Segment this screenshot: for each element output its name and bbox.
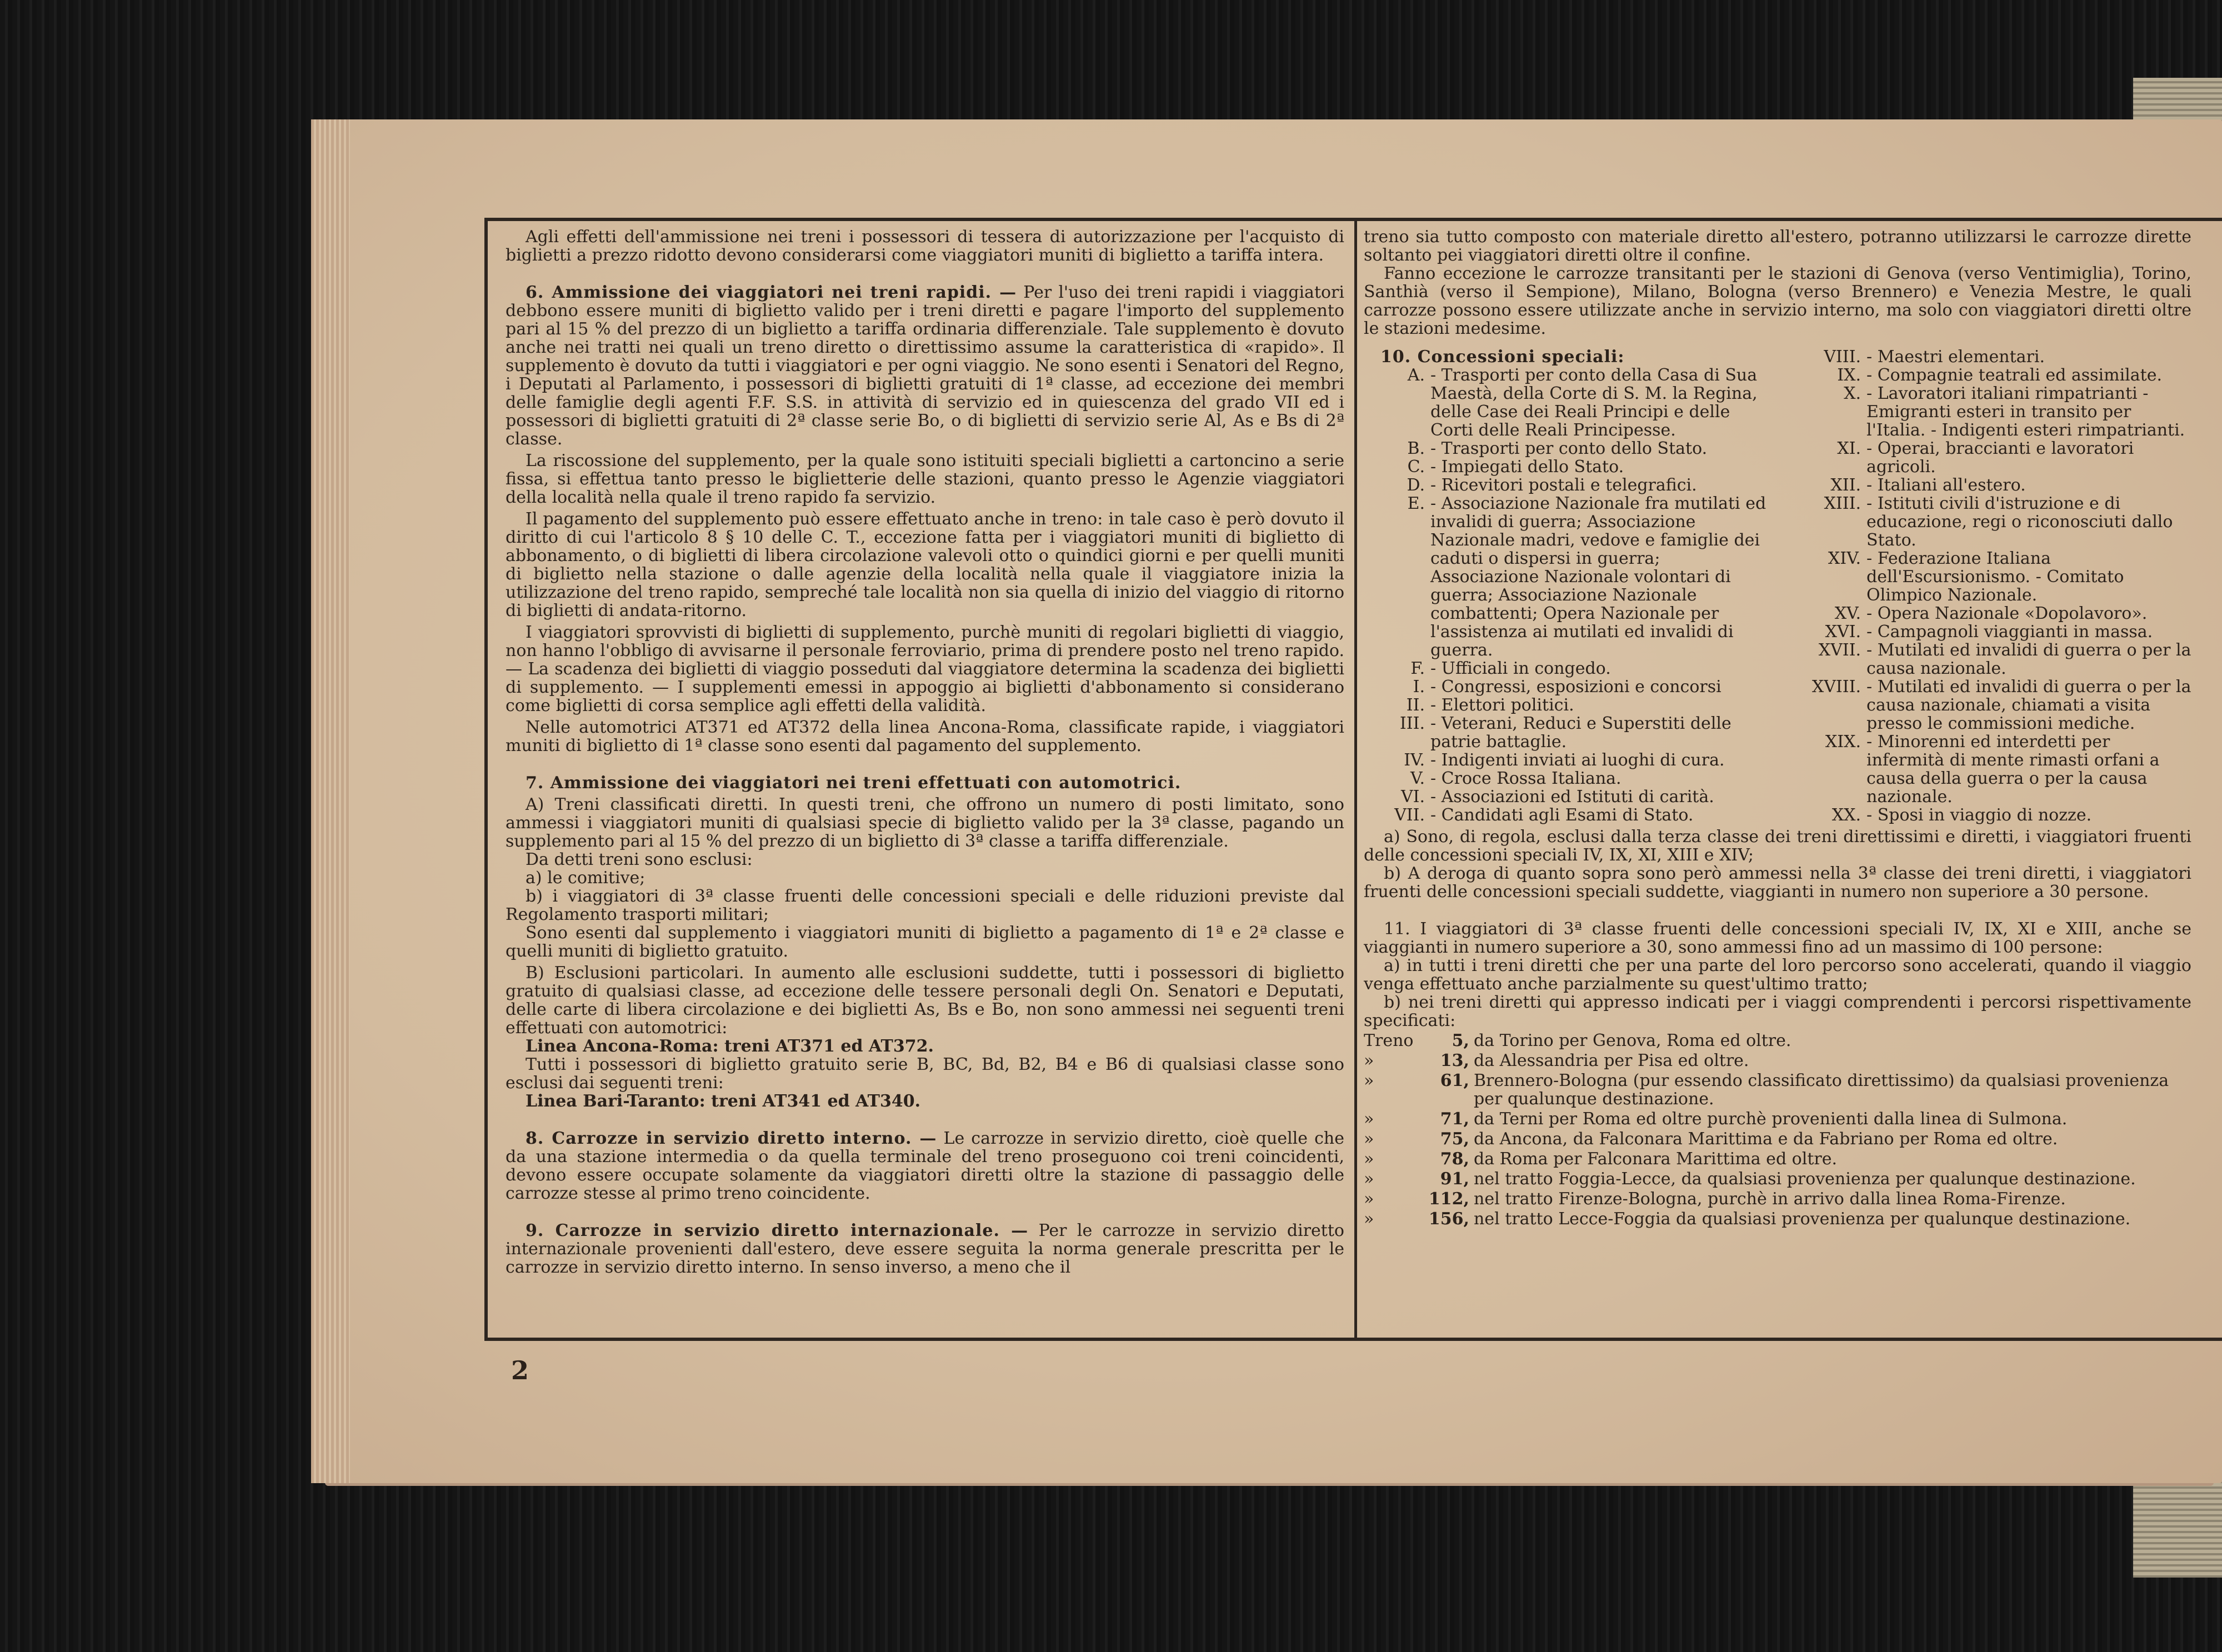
train-row [1364, 1210, 2191, 1228]
column-divider [1354, 221, 1357, 1338]
concession-text: - Mutilati ed invalidi di guerra o per la causa nazionale, chiamati a visita presso le commissioni mediche. [1866, 677, 2191, 733]
concession-item [1778, 494, 2191, 549]
section-8-title: 8. Carrozze in servizio diretto interno. — [526, 1129, 937, 1148]
exception-paragraph: Fanno eccezione le carrozze transitanti per le stazioni di Genova (verso Ventimiglia), Torino, Santhià (verso il Sempione), Milano, Bologna (verso Brennero) e Venezia Mestre, le quali carrozze possono essere utilizzate anche in servizio interno, ma solo con viaggiatori diretti oltre le stazioni medesime. [1364, 264, 2191, 338]
section-7-b1: b) i viaggiatori di 3ª classe fruenti delle concessioni speciali e delle riduzioni previste dal Regolamento trasporti militari; [506, 887, 1344, 924]
train-row [1364, 1150, 2191, 1168]
concession-text: - Campagnoli viaggianti in massa. [1866, 622, 2153, 642]
section-10-title: 10. Concessioni speciali: [1380, 347, 1625, 367]
train-number: 156, [1428, 1209, 1469, 1229]
page-number: 2 [511, 1355, 529, 1385]
train-lead: » [1364, 1051, 1374, 1070]
concession-text: - Congressi, esposizioni e concorsi [1430, 677, 1721, 697]
concession-item [1364, 476, 1772, 494]
concession-item [1364, 439, 1772, 458]
concession-item [1778, 806, 2191, 824]
concession-number: XVI. [1825, 622, 1861, 642]
concession-text: - Mutilati ed invalidi di guerra o per la causa nazionale. [1866, 640, 2191, 678]
train-route: Brennero-Bologna (pur essendo classificato direttissimo) da qualsiasi provenienza per qualunque destinazione. [1474, 1071, 2169, 1109]
concession-number: C. [1407, 457, 1425, 477]
train-route: da Terni per Roma ed oltre purchè provenienti dalla linea di Sulmona. [1474, 1109, 2068, 1129]
concessions-right [1778, 348, 2191, 824]
train-row [1364, 1190, 2191, 1208]
concession-text: - Candidati agli Esami di Stato. [1430, 805, 1694, 825]
concession-item [1778, 348, 2191, 366]
section-9-title: 9. Carrozze in servizio diretto internazionale. — [526, 1221, 1029, 1240]
section-7-tutti: Tutti i possessori di biglietto gratuito serie B, BC, Bd, B2, B4 e B6 di qualsiasi classe sono esclusi dai seguenti treni: [506, 1055, 1344, 1093]
concession-number: A. [1407, 366, 1425, 385]
concession-number: XII. [1830, 475, 1861, 495]
train-lead: » [1364, 1149, 1374, 1169]
concession-item [1778, 549, 2191, 604]
concession-text: - Associazione Nazionale fra mutilati ed invalidi di guerra; Associazione Nazionale madri, vedove e famiglie dei caduti o dispersi in guerra; Associazione Nazionale volontari di guerra; Associazione Nazionale combattenti; Opera Nazionale per l'assistenza ai mutilati ed invalidi di guerra. [1430, 494, 1766, 660]
section-8-body: Le carrozze in servizio diretto, cioè quelle che da una stazione intermedia o da quella terminale del treno proseguono coi treni coincidenti, devono essere occupate solamente da viaggiatori diretti oltre la stazione di passaggio delle carrozze stesse al primo treno coincidente. [506, 1129, 1344, 1203]
concession-item [1364, 494, 1772, 659]
concession-item [1778, 439, 2191, 476]
concession-text: - Veterani, Reduci e Superstiti delle patrie battaglie. [1430, 714, 1731, 752]
concession-item [1364, 714, 1772, 751]
concession-item [1364, 659, 1772, 678]
concession-text: - Istituti civili d'istruzione e di educazione, regi o riconosciuti dallo Stato. [1866, 494, 2173, 550]
concession-number: B. [1407, 439, 1425, 458]
train-number: 91, [1440, 1169, 1469, 1189]
section-11-a: a) in tutti i treni diretti che per una parte del loro percorso sono accelerati, quando il viaggio venga effettuato anche parzialmente su quest'ultimo tratto; [1364, 956, 2191, 994]
concession-text: - Operai, braccianti e lavoratori agricoli. [1866, 439, 2134, 477]
concessions-left [1364, 348, 1772, 824]
concession-number: XIX. [1825, 732, 1861, 752]
section-7-linea2: Linea Bari-Taranto: treni AT341 ed AT340. [526, 1092, 921, 1111]
concession-number: XI. [1837, 439, 1861, 458]
concession-item [1778, 678, 2191, 733]
concession-text: - Maestri elementari. [1866, 347, 2045, 367]
section-7-title: 7. Ammissione dei viaggiatori nei treni effettuati con automotrici. [526, 773, 1182, 793]
train-route: da Ancona, da Falconara Marittima e da Fabriano per Roma ed oltre. [1474, 1129, 2058, 1149]
section-7-a: A) Treni classificati diretti. In questi treni, che offrono un numero di posti limitato, sono ammessi i viaggiatori muniti di qualsiasi specie di biglietto valido per la 3ª classe, pagando un supplemento pari al 15 % del prezzo di un biglietto di 3ª classe a tariffa differenziale. [506, 795, 1344, 851]
concession-number: VI. [1400, 787, 1425, 807]
concession-item [1364, 788, 1772, 806]
concession-number: XVII. [1818, 640, 1861, 660]
train-row [1364, 1110, 2191, 1128]
concession-text: - Croce Rossa Italiana. [1430, 769, 1622, 788]
train-row [1364, 1032, 2191, 1050]
train-lead: Treno [1364, 1031, 1414, 1050]
train-list [1364, 1032, 2191, 1228]
train-route: nel tratto Firenze-Bologna, purchè in arrivo dalla linea Roma-Firenze. [1474, 1189, 2066, 1209]
concession-item [1778, 623, 2191, 641]
concession-number: VIII. [1824, 347, 1861, 367]
concession-text: - Compagnie teatrali ed assimilate. [1866, 366, 2163, 385]
concession-item [1778, 476, 2191, 494]
section-10-b: b) A deroga di quanto sopra sono però ammessi nella 3ª classe dei treni diretti, i viaggiatori fruenti delle concessioni speciali suddette, viaggianti in numero non superiore a 30 persone. [1364, 864, 2191, 902]
concession-item [1364, 366, 1772, 439]
concessions-right-list [1778, 348, 2191, 824]
concession-text: - Federazione Italiana dell'Escursionismo. - Comitato Olimpico Nazionale. [1866, 549, 2124, 605]
concession-text: - Lavoratori italiani rimpatrianti - Emigranti esteri in transito per l'Italia. - Indigenti esteri rimpatrianti. [1866, 384, 2185, 440]
train-route: da Roma per Falconara Marittima ed oltre. [1474, 1149, 1838, 1169]
train-row [1364, 1072, 2191, 1108]
train-route: da Alessandria per Pisa ed oltre. [1474, 1051, 1749, 1070]
concession-text: - Ufficiali in congedo. [1430, 659, 1611, 678]
concession-number: III. [1399, 714, 1425, 733]
section-6-p2: La riscossione del supplemento, per la quale sono istituiti speciali biglietti a cartoncino a serie fissa, si effettua tanto presso le biglietterie delle stazioni, quanto presso le Agenzie viaggiatori della località nella quale il treno rapido fa servizio. [506, 451, 1344, 507]
concession-number: X. [1844, 384, 1861, 403]
section-7-b: B) Esclusioni particolari. In aumento alle esclusioni suddette, tutti i possessori di biglietto gratuito di qualsiasi classe, ad eccezione delle tessere personali degli On. Senatori e Deputati, delle carte di libera circolazione e dei biglietti As, Bs e Bo, non sono ammessi nei seguenti treni effettuati con automotrici: [506, 963, 1344, 1038]
train-lead: » [1364, 1129, 1374, 1149]
train-lead: » [1364, 1209, 1374, 1229]
concession-number: E. [1407, 494, 1425, 513]
section-9 [506, 1222, 1344, 1276]
concession-text: - Sposi in viaggio di nozze. [1866, 805, 2092, 825]
concession-text: - Italiani all'estero. [1866, 475, 2026, 495]
train-lead: » [1364, 1169, 1374, 1189]
concession-item [1364, 696, 1772, 714]
section-11: 11. I viaggiatori di 3ª classe fruenti delle concessioni speciali IV, IX, XI e XIII, anche se viaggianti in numero superiore a 30, sono ammessi fino ad un massimo di 100 persone: [1364, 919, 2191, 957]
train-number: 5, [1452, 1031, 1469, 1050]
train-number: 61, [1440, 1071, 1469, 1090]
concession-number: VII. [1394, 805, 1425, 825]
concession-item [1778, 641, 2191, 678]
train-number: 112, [1428, 1189, 1469, 1209]
concession-number: I. [1413, 677, 1425, 697]
train-number: 71, [1440, 1109, 1469, 1129]
continuation-paragraph: treno sia tutto composto con materiale diretto all'estero, potranno utilizzarsi le carrozze dirette soltanto pei viaggiatori diretti oltre il confine. [1364, 227, 2191, 265]
concession-text: - Ricevitori postali e telegrafici. [1430, 475, 1697, 495]
concession-number: XIV. [1828, 549, 1861, 568]
train-route: da Torino per Genova, Roma ed oltre. [1474, 1031, 1791, 1050]
concession-number: F. [1410, 659, 1425, 678]
concession-text: - Associazioni ed Istituti di carità. [1430, 787, 1714, 807]
concession-text: - Minorenni ed interdetti per infermità di mente rimasti orfani a causa della guerra o per la causa nazionale. [1866, 732, 2160, 807]
section-10-a: a) Sono, di regola, esclusi dalla terza classe dei treni direttissimi e diretti, i viaggiatori fruenti delle concessioni speciali IV, IX, XI, XIII e XIV; [1364, 827, 2191, 865]
concession-number: XIII. [1824, 494, 1861, 513]
section-7-da: Da detti treni sono esclusi: [526, 850, 753, 869]
train-route: nel tratto Foggia-Lecce, da qualsiasi provenienza per qualunque destinazione. [1474, 1169, 2136, 1189]
train-row [1364, 1170, 2191, 1188]
train-lead: » [1364, 1109, 1374, 1129]
section-7-esenti: Sono esenti dal supplemento i viaggiatori muniti di biglietto a pagamento di 1ª e 2ª classe e quelli muniti di biglietto gratuito. [506, 923, 1344, 961]
left-column [506, 228, 1344, 1276]
concession-text: - Opera Nazionale «Dopolavoro». [1866, 604, 2148, 623]
concessions-left-list [1364, 366, 1772, 824]
section-6-p3: Il pagamento del supplemento può essere effettuato anche in treno: in tale caso è però dovuto il diritto di cui l'articolo 8 § 10 delle C. T., eccezione fatta per i viaggiatori muniti di biglietto di abbonamento, o di biglietti di libera circolazione valevoli otto o quindici giorni e per quelli muniti di biglietto nella stazione o dalle agenzie della località nella quale il viaggiatore inizia la utilizzazione del treno rapido, sempreché tale località non sia quella di inizio del viaggio di ritorno di biglietti di andata-ritorno. [506, 509, 1344, 620]
concession-text: - Trasporti per conto della Casa di Sua Maestà, della Corte di S. M. la Regina, delle Case dei Reali Principi e delle Corti delle Reali Principesse. [1430, 366, 1758, 440]
concession-text: - Impiegati dello Stato. [1430, 457, 1624, 477]
section-6-title: 6. Ammissione dei viaggiatori nei treni rapidi. — [526, 283, 1017, 302]
concession-text: - Indigenti inviati ai luoghi di cura. [1430, 750, 1725, 770]
concession-item [1778, 604, 2191, 623]
intro-paragraph: Agli effetti dell'ammissione nei treni i possessori di tessera di autorizzazione per l'acquisto di biglietti a prezzo ridotto devono considerarsi come viaggiatori muniti di biglietto a tariffa intera. [506, 227, 1344, 265]
train-row [1364, 1130, 2191, 1148]
concession-item [1364, 751, 1772, 769]
concession-number: V. [1410, 769, 1425, 788]
concession-item [1364, 678, 1772, 696]
concession-number: XX. [1831, 805, 1861, 825]
concession-item [1778, 384, 2191, 439]
section-6-p5: Nelle automotrici AT371 ed AT372 della linea Ancona-Roma, classificate rapide, i viaggiatori muniti di biglietto di 1ª classe sono esenti dal pagamento del supplemento. [506, 718, 1344, 755]
train-route: nel tratto Lecce-Foggia da qualsiasi provenienza per qualunque destinazione. [1474, 1209, 2131, 1229]
section-7-a1: a) le comitive; [526, 868, 645, 888]
right-column [1364, 228, 2191, 1228]
concession-item [1778, 366, 2191, 384]
train-lead: » [1364, 1071, 1374, 1090]
train-number: 13, [1440, 1051, 1469, 1070]
concession-text: - Trasporti per conto dello Stato. [1430, 439, 1708, 458]
train-number: 75, [1440, 1129, 1469, 1149]
section-6-body: Per l'uso dei treni rapidi i viaggiatori debbono essere muniti di biglietto valido per i treni diretti e pagare l'importo del supplemento pari al 15 % del prezzo di un biglietto a tariffa ordinaria differenziale. Tale supplemento è dovuto anche nei tratti nei quali un treno diretto o direttissimo assume la caratteristica di «rapido». Il supplemento è dovuto da tutti i viaggiatori e per ogni viaggio. Ne sono esenti i Senatori del Regno, i Deputati al Parlamento, i possessori di biglietti gratuiti di 1ª classe, ad eccezione dei membri delle famiglie degli agenti F.F. S.S. in attività di servizio ed in quiescenza del grado VII ed i possessori di biglietti gratuiti di 2ª classe serie Bo, o di biglietti di servizio serie Al, As e Bs di 2ª classe. [506, 283, 1344, 449]
concession-number: IX. [1837, 366, 1861, 385]
concessions-table [1364, 348, 2191, 824]
concession-number: II. [1406, 695, 1425, 715]
concession-item [1364, 769, 1772, 788]
section-8 [506, 1129, 1344, 1203]
section-6 [506, 283, 1344, 448]
section-9-body: Per le carrozze in servizio diretto internazionale provenienti dall'estero, deve essere seguita la norma generale prescritta per le carrozze in servizio diretto interno. In senso inverso, a meno che il [506, 1221, 1344, 1277]
concession-number: XV. [1834, 604, 1861, 623]
concession-number: IV. [1404, 750, 1425, 770]
section-7-linea1: Linea Ancona-Roma: treni AT371 ed AT372. [526, 1037, 934, 1056]
page-left-edge [311, 119, 350, 1483]
concession-text: - Elettori politici. [1430, 695, 1574, 715]
train-row [1364, 1052, 2191, 1070]
concession-number: D. [1407, 475, 1425, 495]
section-6-p4: I viaggiatori sprovvisti di biglietti di supplemento, purchè muniti di regolari biglietti di viaggio, non hanno l'obbligo di avvisarne il personale ferroviario, prima di prendere posto nel treno rapido. — La scadenza dei biglietti di viaggio posseduti dal viaggiatore determina la scadenza dei biglietti di supplemento. — I supplementi emessi in appoggio ai biglietti d'abbonamento si considerano come biglietti di corsa semplice agli effetti della validità. [506, 623, 1344, 715]
section-11-b: b) nei treni diretti qui appresso indicati per i viaggi comprendenti i percorsi rispettivamente specificati: [1364, 993, 2191, 1030]
concession-item [1364, 806, 1772, 824]
train-number: 78, [1440, 1149, 1469, 1169]
concession-number: XVIII. [1811, 677, 1861, 697]
train-lead: » [1364, 1189, 1374, 1209]
concession-item [1778, 733, 2191, 806]
concession-item [1364, 458, 1772, 476]
